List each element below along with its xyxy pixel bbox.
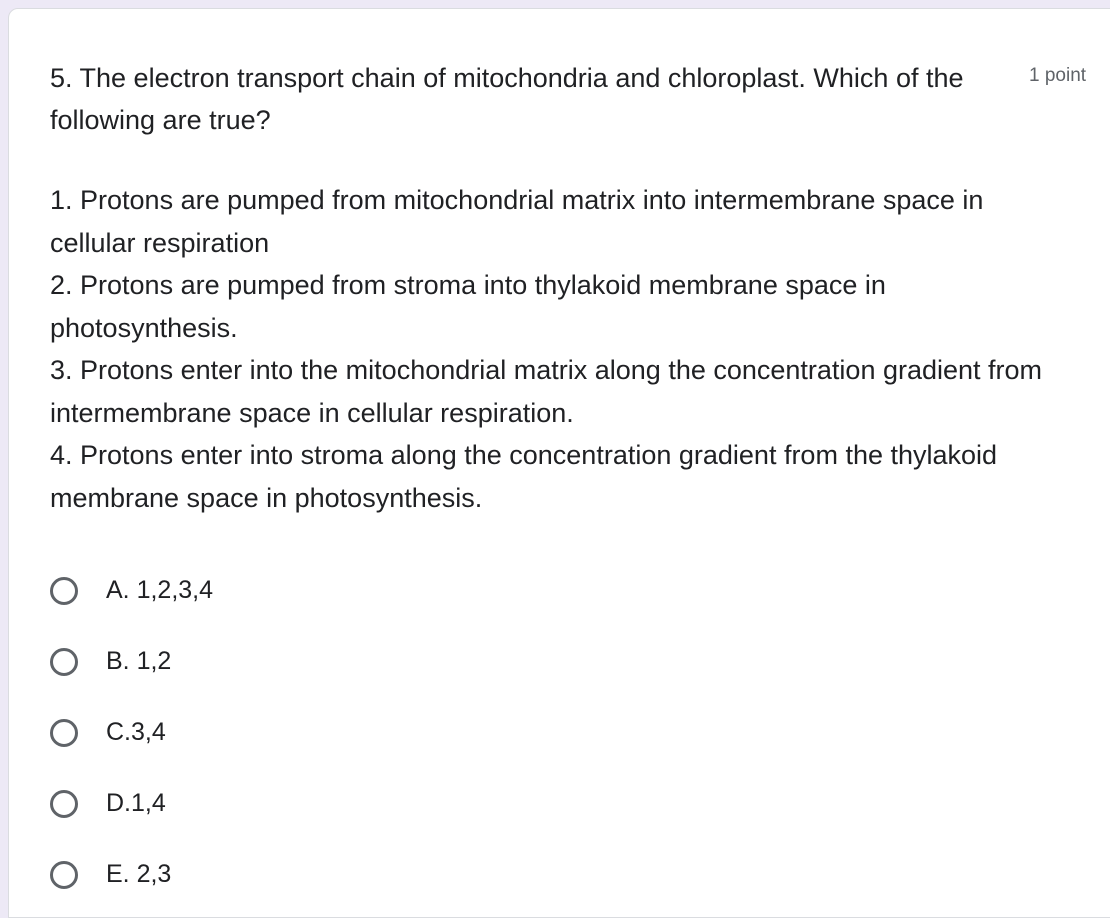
option-e[interactable] <box>50 839 650 910</box>
option-c[interactable] <box>50 697 650 768</box>
statement-3: 3. Protons enter into the mitochondrial matrix along the concentration gradient from intermembrane space in cellular respiration. <box>50 355 1043 428</box>
radio-button-c[interactable] <box>50 719 78 747</box>
option-b-label[interactable]: B. 1,2 <box>106 647 172 675</box>
radio-button-a[interactable] <box>50 577 78 605</box>
answer-options <box>50 555 650 910</box>
question-card <box>8 8 1110 918</box>
statement-4: 4. Protons enter into stroma along the concentration gradient from the thylakoid membrane space in photosynthesis. <box>50 440 998 513</box>
radio-button-b[interactable] <box>50 648 78 676</box>
statement-2: 2. Protons are pumped from stroma into thylakoid membrane space in photosynthesis. <box>50 270 886 343</box>
statement-1: 1. Protons are pumped from mitochondrial matrix into intermembrane space in cellular respiration <box>50 185 984 258</box>
points-label: 1 point <box>1029 65 1087 86</box>
option-d-label[interactable]: D.1,4 <box>106 789 166 817</box>
option-a[interactable] <box>50 555 650 626</box>
radio-button-e[interactable] <box>50 861 78 889</box>
option-c-label[interactable]: C.3,4 <box>106 718 166 746</box>
option-b[interactable] <box>50 626 650 697</box>
question-title: 5. The electron transport chain of mitochondria and chloroplast. Which of the following are true? <box>50 63 964 135</box>
option-d[interactable] <box>50 768 650 839</box>
radio-button-d[interactable] <box>50 790 78 818</box>
option-a-label[interactable]: A. 1,2,3,4 <box>106 576 214 604</box>
statement-list <box>50 179 1050 519</box>
option-e-label[interactable]: E. 2,3 <box>106 860 172 888</box>
